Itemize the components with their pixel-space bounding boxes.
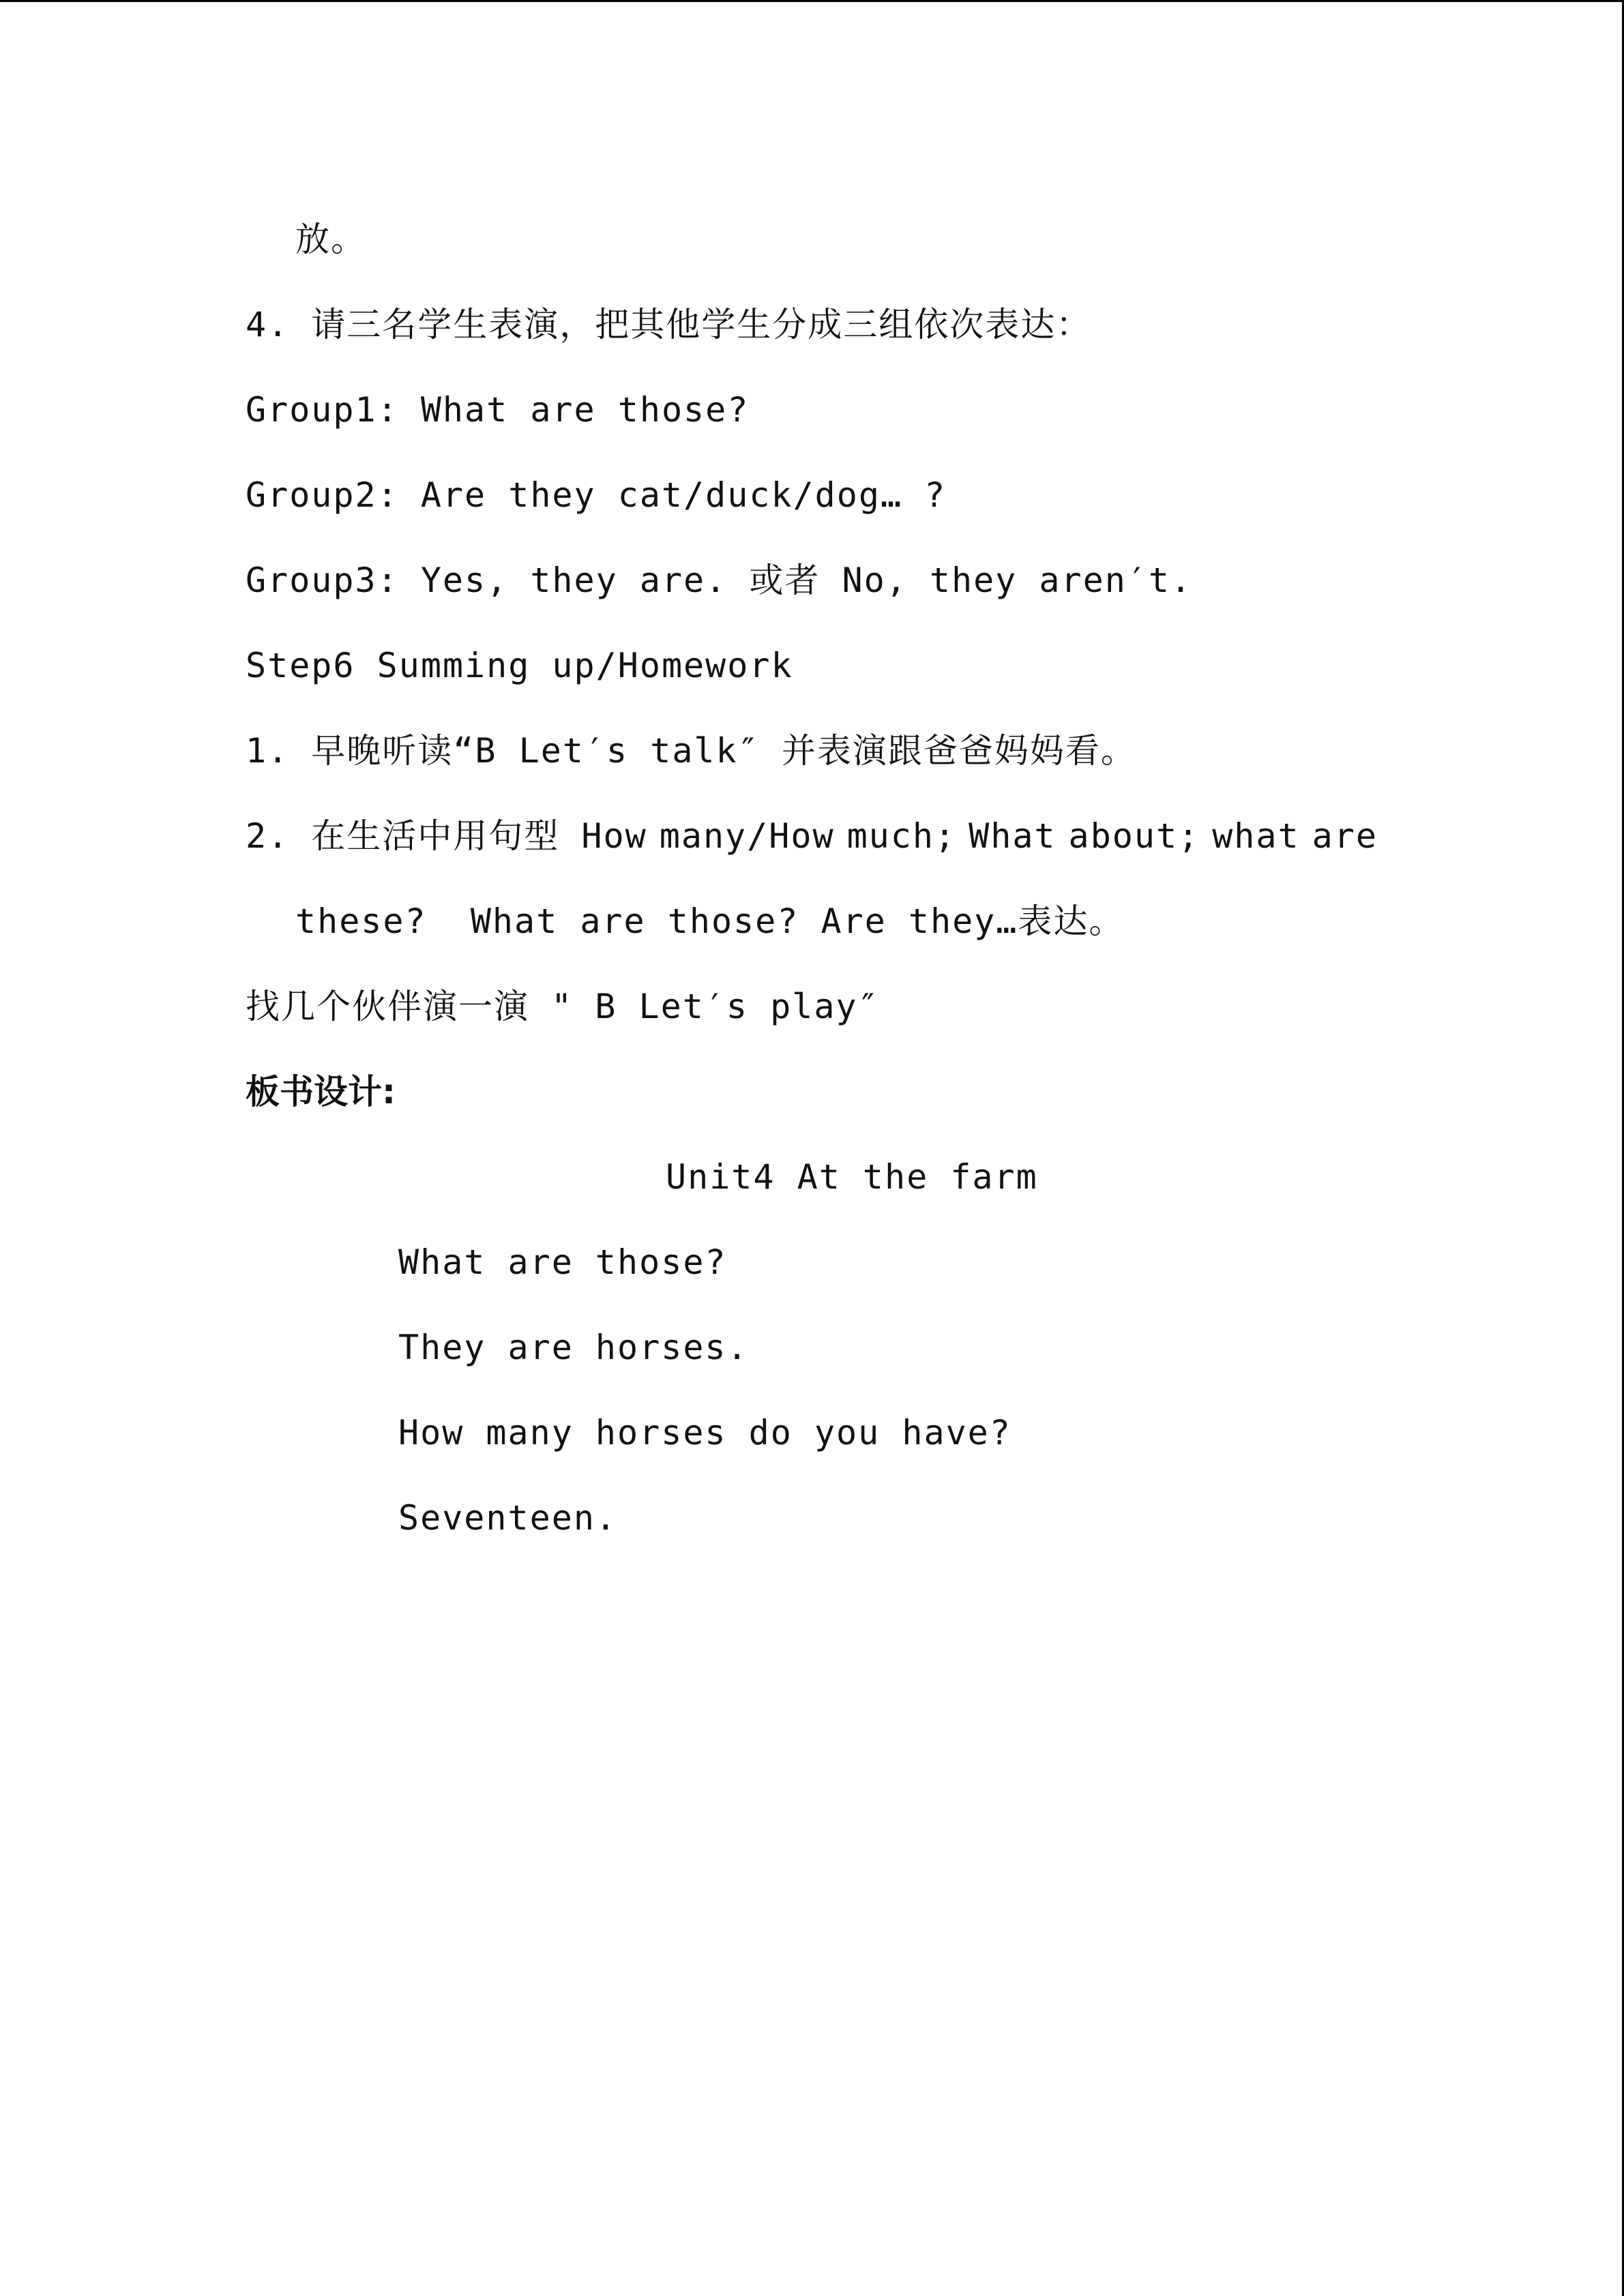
text-line: 放。: [295, 220, 366, 259]
step-heading: Step6 Summing up/Homework: [246, 646, 793, 685]
text-segment: are: [1312, 816, 1378, 856]
homework-item-2-continued: these? What are those? Are they…表达。: [295, 901, 1125, 941]
text-segment: about;: [1068, 816, 1200, 856]
text-segment: what: [1212, 816, 1300, 856]
text-line: 4. 请三名学生表演，把其他学生分成三组依次表达：: [246, 305, 1092, 344]
board-line: What are those?: [398, 1242, 727, 1282]
board-design-heading: 板书设计:: [246, 1072, 396, 1112]
text-segment: What: [969, 816, 1057, 856]
homework-item-2: [246, 816, 1378, 856]
board-line: They are horses.: [398, 1328, 749, 1367]
group2-line: Group2: Are they cat/duck/dog… ?: [246, 475, 947, 515]
text-segment: many/How: [659, 816, 835, 856]
text-segment: 2. 在生活中用句型 How: [246, 816, 647, 856]
text-line: 找几个伙伴演一演 " B Let′s play″: [246, 987, 880, 1026]
text-segment: much;: [846, 816, 957, 856]
homework-item-1: 1. 早晚听读“B Let′s talk″ 并表演跟爸爸妈妈看。: [246, 731, 1136, 771]
board-title: Unit4 At the farm: [666, 1157, 1038, 1197]
board-line: How many horses do you have?: [398, 1413, 1012, 1452]
group3-line: Group3: Yes, they are. 或者 No, they aren′t.: [246, 561, 1193, 600]
group1-line: Group1: What are those?: [246, 390, 750, 430]
board-line: Seventeen.: [398, 1498, 618, 1538]
